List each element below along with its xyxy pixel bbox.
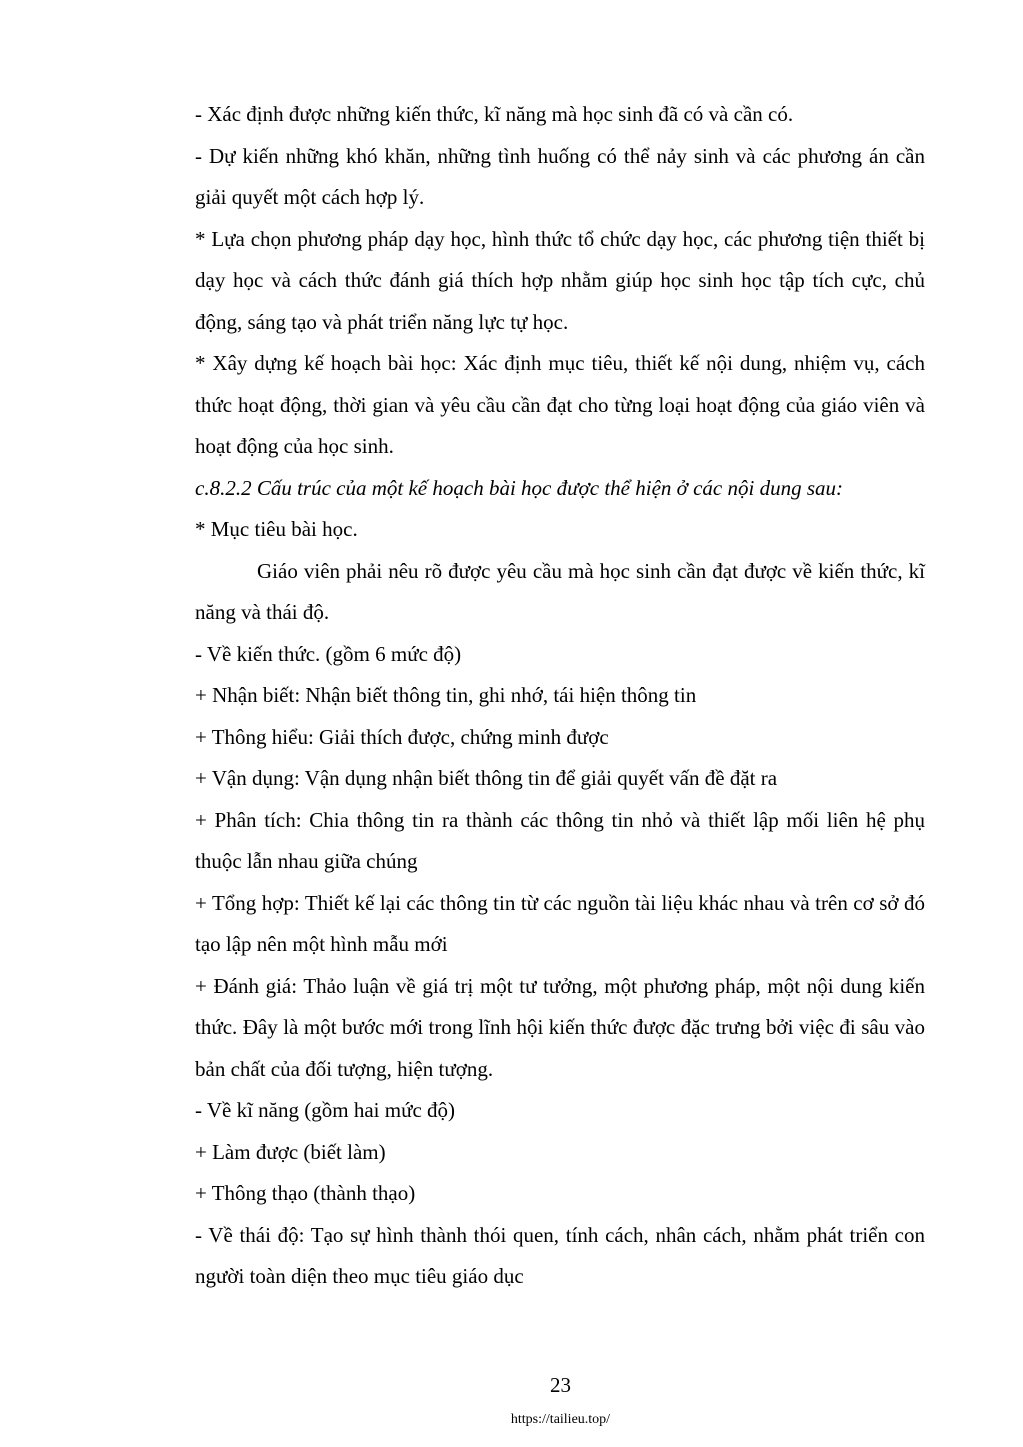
paragraph: - Về kĩ năng (gồm hai mức độ) — [195, 1098, 456, 1122]
paragraph: * Xây dựng kế hoạch bài học: Xác định mục tiêu, thiết kế nội dung, nhiệm vụ, cách thức hoạt động, thời gian và yêu cầu cần đạt cho từng loại hoạt động của giáo viên và hoạt động của học sinh. — [195, 351, 925, 458]
page-number: 23 — [550, 1373, 571, 1397]
paragraph: + Làm được (biết làm) — [195, 1139, 386, 1164]
paragraph: + Đánh giá: Thảo luận về giá trị một tư tưởng, một phương pháp, một nội dung kiến thức. Đây là một bước mới trong lĩnh hội kiến thức được đặc trưng bởi việc đi sâu vào bản chất của đối tượng, hiện tượng. — [195, 973, 925, 1081]
paragraph: + Thông thạo (thành thạo) — [195, 1181, 416, 1205]
paragraph: - Dự kiến những khó khăn, những tình huống có thể nảy sinh và các phương án cần giải quyết một cách hợp lý. — [195, 143, 925, 209]
paragraph: * Mục tiêu bài học. — [195, 517, 358, 541]
footer-url[interactable]: https://tailieu.top/ — [510, 1412, 611, 1427]
paragraph: + Vận dụng: Vận dụng nhận biết thông tin để giải quyết vấn đề đặt ra — [195, 766, 778, 790]
paragraph: - Xác định được những kiến thức, kĩ năng mà học sinh đã có và cần có. — [195, 102, 794, 126]
paragraph: + Nhận biết: Nhận biết thông tin, ghi nhớ, tái hiện thông tin — [195, 683, 697, 707]
section-heading: c.8.2.2 Cấu trúc của một kế hoạch bài học được thể hiện ở các nội dung sau: — [195, 475, 843, 500]
paragraph: + Thông hiểu: Giải thích được, chứng minh được — [195, 724, 609, 749]
paragraph: Giáo viên phải nêu rõ được yêu cầu mà học sinh cần đạt được về kiến thức, kĩ năng và thái độ. — [195, 558, 925, 624]
paragraph: + Phân tích: Chia thông tin ra thành các thông tin nhỏ và thiết lập mối liên hệ phụ thuộc lẫn nhau giữa chúng — [195, 807, 925, 873]
paragraph: - Về kiến thức. (gồm 6 mức độ) — [195, 641, 462, 666]
paragraph: * Lựa chọn phương pháp dạy học, hình thức tổ chức dạy học, các phương tiện thiết bị dạy học và cách thức đánh giá thích hợp nhằm giúp học sinh học tập tích cực, chủ động, sáng tạo và phát triển năng lực tự học. — [195, 226, 925, 334]
body-text — [195, 94, 925, 1298]
paragraph: - Về thái độ: Tạo sự hình thành thói quen, tính cách, nhân cách, nhằm phát triển con người toàn diện theo mục tiêu giáo dục — [195, 1222, 925, 1288]
paragraph: + Tổng hợp: Thiết kế lại các thông tin từ các nguồn tài liệu khác nhau và trên cơ sở đó tạo lập nên một hình mẫu mới — [195, 890, 925, 956]
